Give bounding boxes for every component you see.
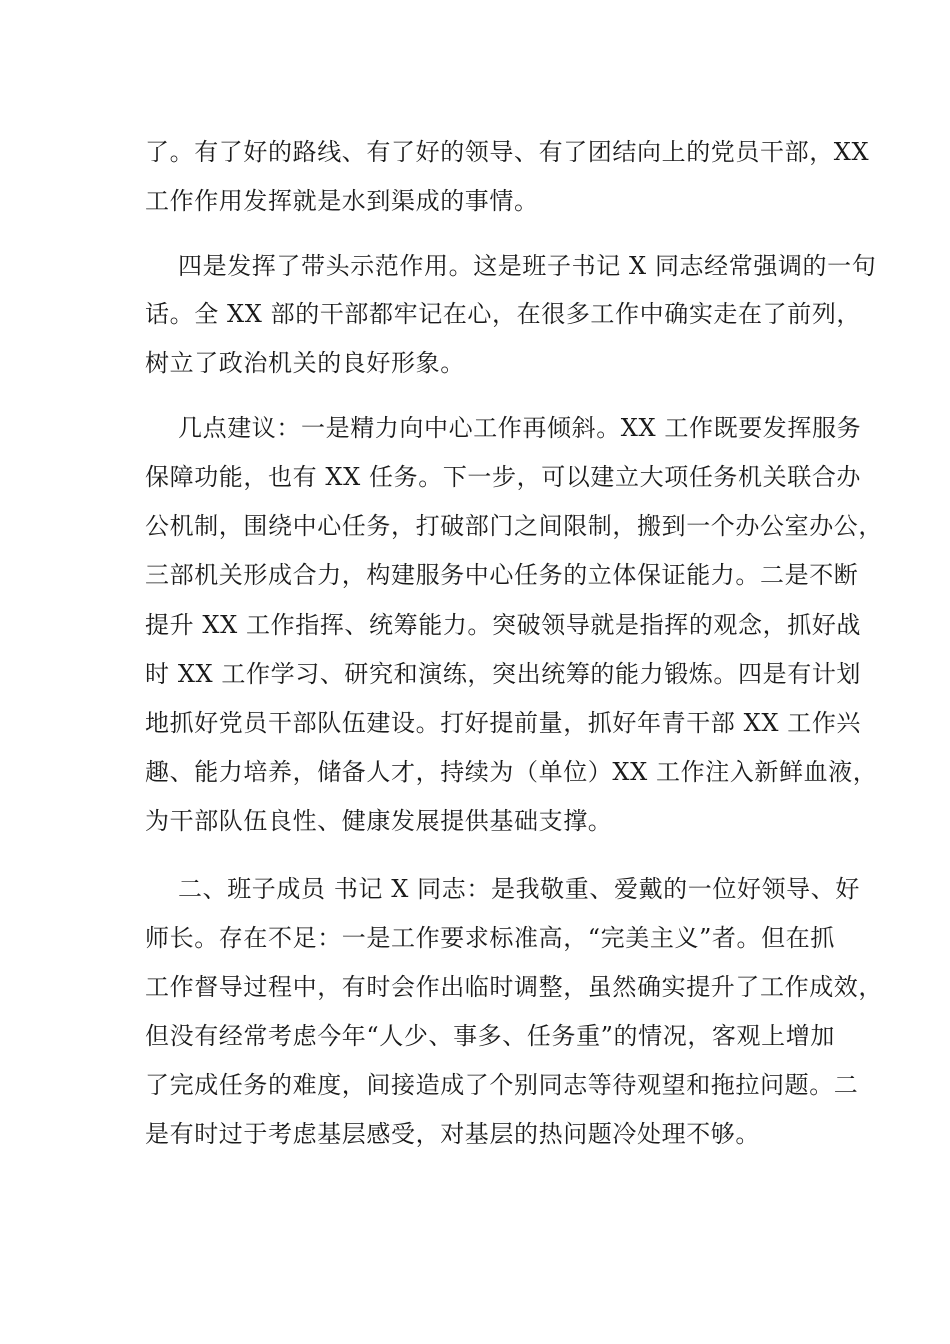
text-line: 公机制，围绕中心任务，打破部门之间限制，搬到一个办公室办公， (145, 512, 883, 540)
text-line: 时 XX 工作学习、研究和演练，突出统筹的能力锻炼。四是有计划 (145, 660, 862, 688)
text-line: 提升 XX 工作指挥、统筹能力。突破领导就是指挥的观念，抓好战 (145, 611, 862, 639)
text-line: 四是发挥了带头示范作用。这是班子书记 X 同志经常强调的一句 (178, 252, 877, 280)
text-line: 三部机关形成合力，构建服务中心任务的立体保证能力。二是不断 (145, 561, 859, 589)
text-line: 了完成任务的难度，间接造成了个别同志等待观望和拖拉问题。二 (145, 1071, 859, 1099)
text-line: 趣、能力培养，储备人才，持续为（单位）XX 工作注入新鲜血液， (145, 758, 878, 786)
text-line: 几点建议：一是精力向中心工作再倾斜。XX 工作既要发挥服务 (178, 414, 862, 442)
text-line: 话。全 XX 部的干部都牢记在心，在很多工作中确实走在了前列， (145, 300, 862, 328)
text-line: 为干部队伍良性、健康发展提供基础支撑。 (145, 807, 613, 835)
text-line: 工作督导过程中，有时会作出临时调整，虽然确实提升了工作成效， (145, 973, 883, 1001)
text-line: 保障功能，也有 XX 任务。下一步，可以建立大项任务机关联合办 (145, 463, 862, 491)
text-line: 师长。存在不足：一是工作要求标准高，“完美主义”者。但在抓 (145, 924, 835, 952)
text-line: 二、班子成员 书记 X 同志：是我敬重、爱戴的一位好领导、好 (178, 875, 860, 903)
text-line: 了。有了好的路线、有了好的领导、有了团结向上的党员干部，XX (145, 138, 870, 166)
text-line: 地抓好党员干部队伍建设。打好提前量，抓好年青干部 XX 工作兴 (145, 709, 862, 737)
text-line: 树立了政治机关的良好形象。 (145, 349, 465, 377)
text-line: 工作作用发挥就是水到渠成的事情。 (145, 187, 539, 215)
text-line: 是有时过于考虑基层感受，对基层的热问题冷处理不够。 (145, 1120, 760, 1148)
text-line: 但没有经常考虑今年“人少、事多、任务重”的情况，客观上增加 (145, 1022, 835, 1050)
